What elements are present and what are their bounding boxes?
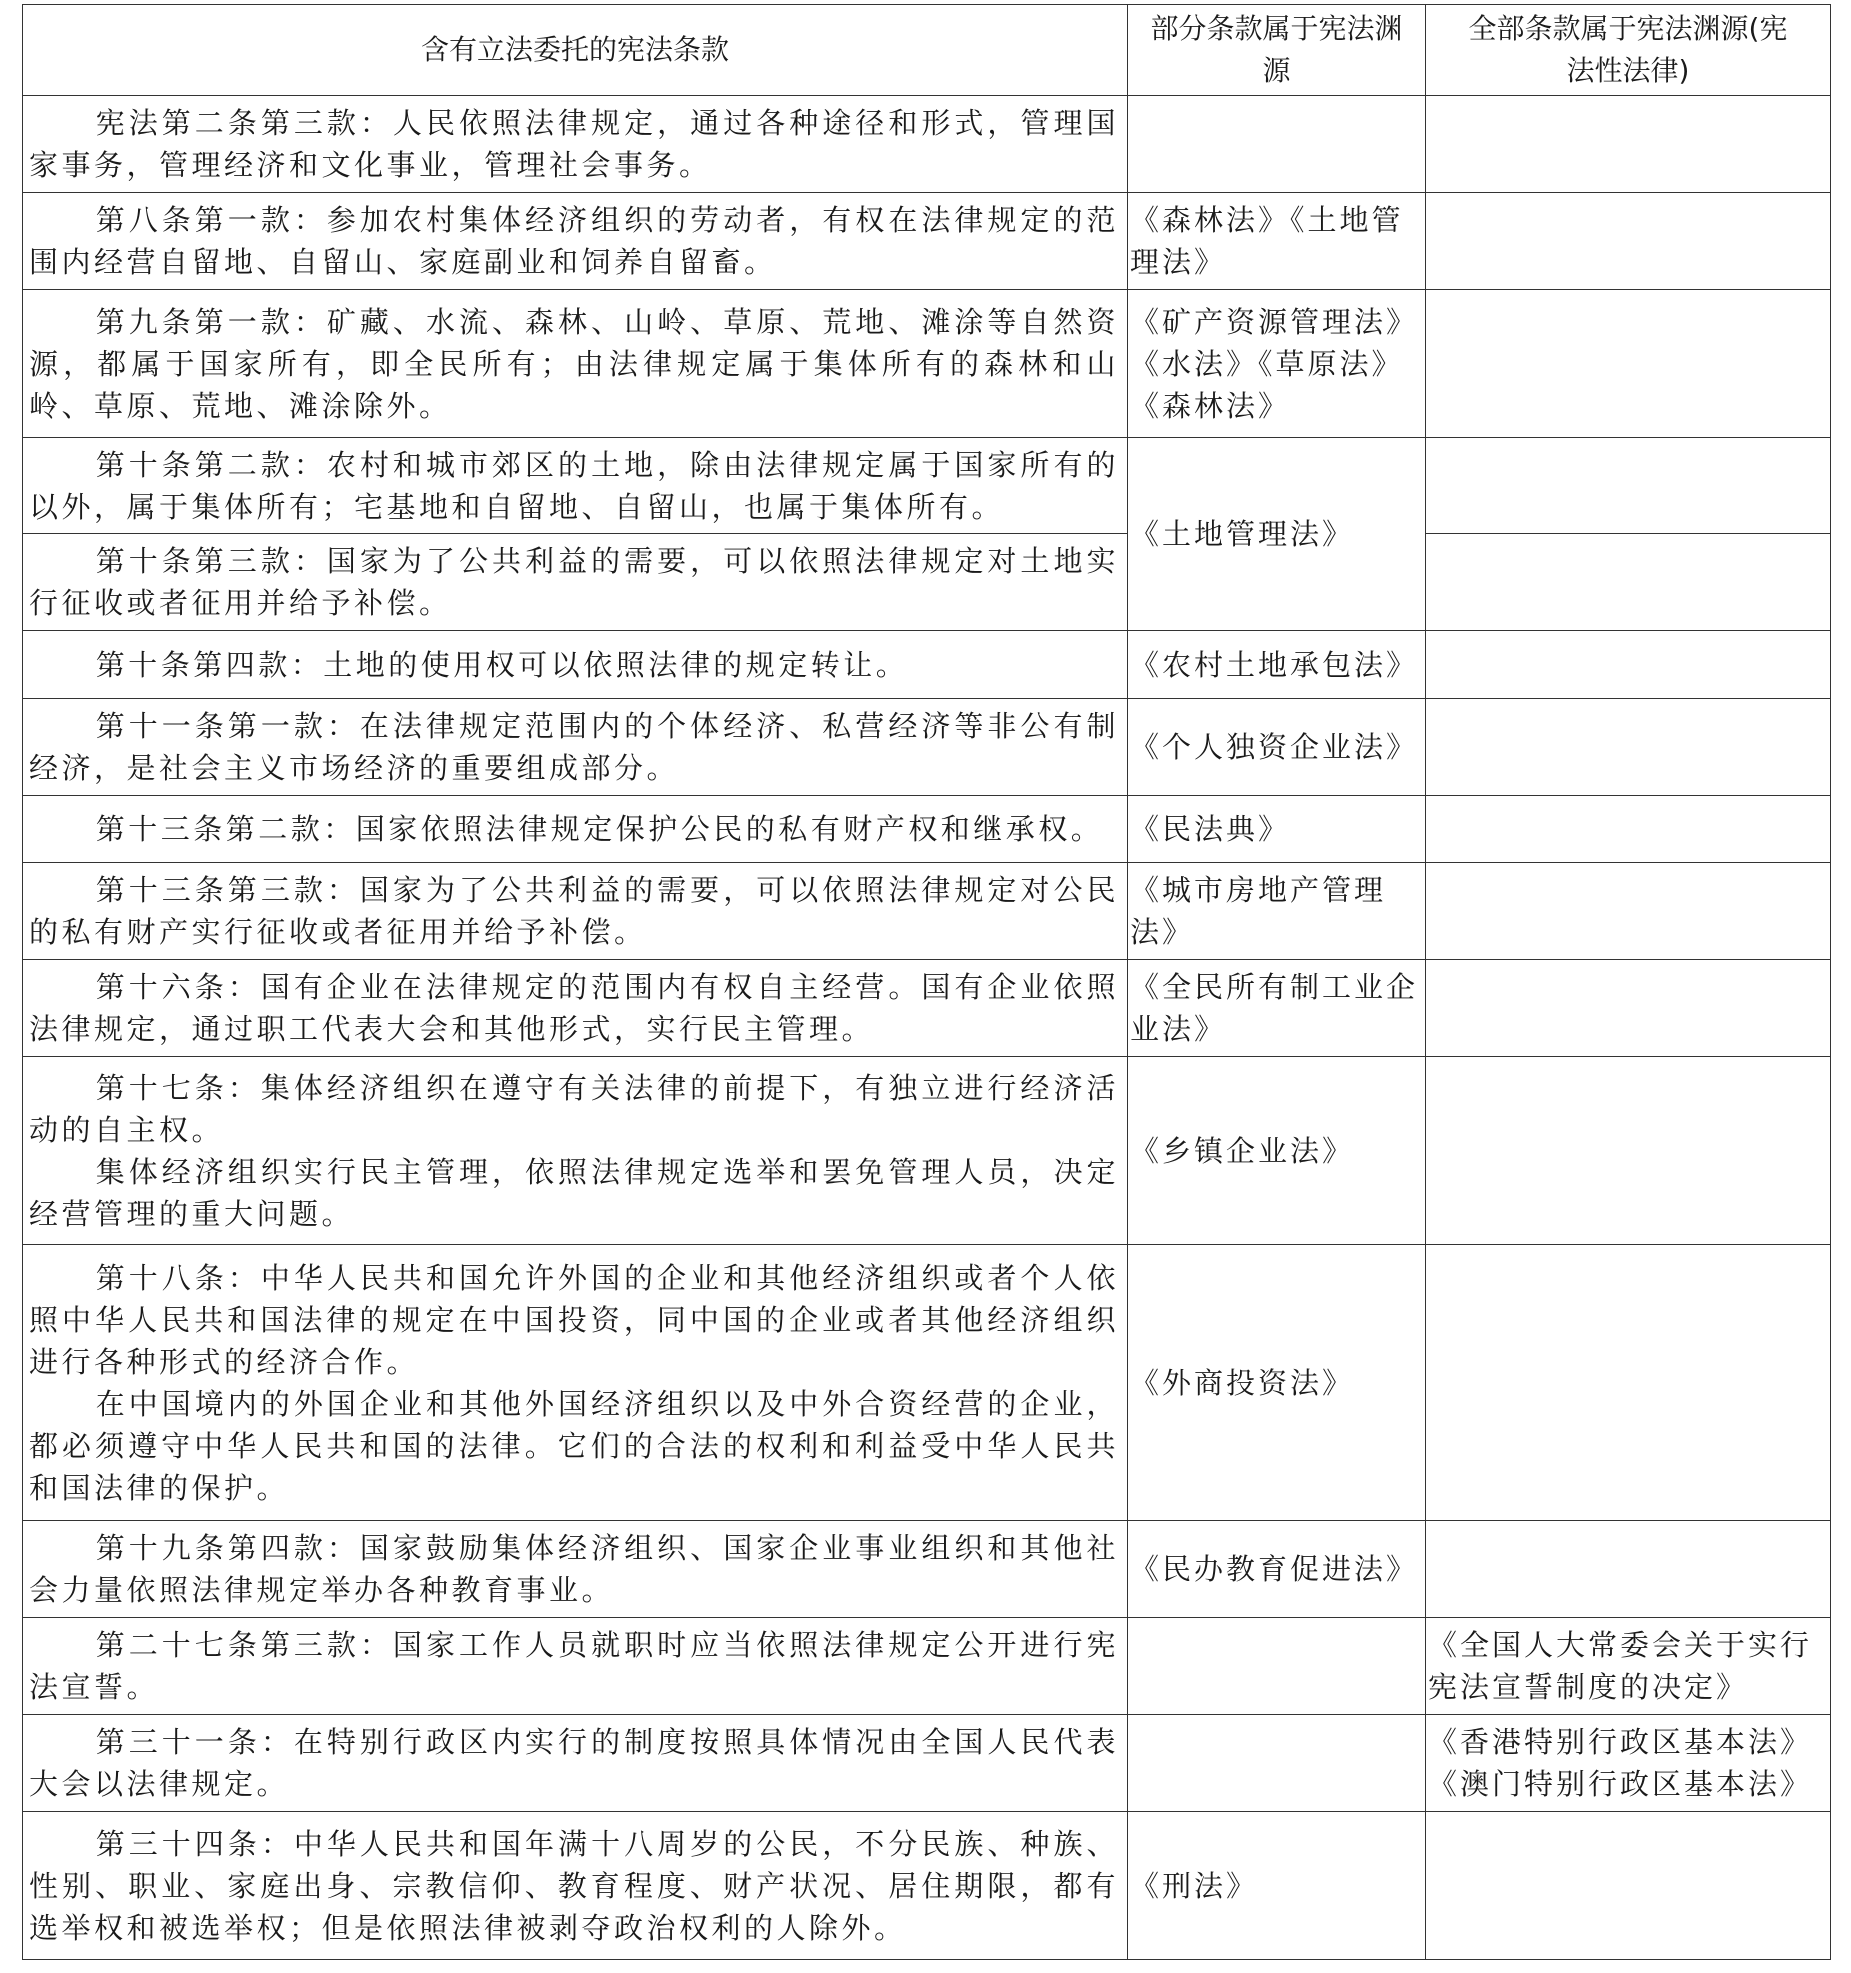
full-source-cell bbox=[1426, 960, 1831, 1057]
table-row bbox=[23, 290, 1831, 438]
clause-text: 第十条第三款：国家为了公共利益的需要，可以依照法律规定对土地实行征收或者征用并给予补偿。 bbox=[29, 544, 1119, 620]
constitution-clause-table bbox=[22, 4, 1831, 1960]
clause-cell bbox=[23, 1715, 1128, 1812]
full-source-cell bbox=[1426, 699, 1831, 796]
table-row bbox=[23, 1715, 1831, 1812]
clause-cell bbox=[23, 1057, 1128, 1245]
table-row bbox=[23, 534, 1831, 631]
partial-source-cell: 《土地管理法》 bbox=[1128, 438, 1426, 631]
clause-cell bbox=[23, 863, 1128, 960]
partial-source-cell: 《矿产资源管理法》《水法》《草原法》《森林法》 bbox=[1128, 290, 1426, 438]
clause-text: 第十三条第二款：国家依照法律规定保护公民的私有财产权和继承权。 bbox=[95, 812, 1104, 846]
table-row bbox=[23, 1057, 1831, 1245]
table-header-row bbox=[23, 5, 1831, 96]
table-row bbox=[23, 960, 1831, 1057]
clause-text: 集体经济组织实行民主管理，依照法律规定选举和罢免管理人员，决定经营管理的重大问题。 bbox=[29, 1154, 1119, 1231]
partial-source-cell: 《刑法》 bbox=[1128, 1812, 1426, 1960]
table-row bbox=[23, 1618, 1831, 1715]
clause-text: 第三十一条：在特别行政区内实行的制度按照具体情况由全国人民代表大会以法律规定。 bbox=[29, 1725, 1119, 1801]
table-row bbox=[23, 699, 1831, 796]
clause-text: 第十一条第一款：在法律规定范围内的个体经济、私营经济等非公有制经济，是社会主义市场经济的重要组成部分。 bbox=[29, 709, 1119, 785]
clause-cell bbox=[23, 193, 1128, 290]
full-source-cell: 《全国人大常委会关于实行宪法宣誓制度的决定》 bbox=[1426, 1618, 1831, 1715]
clause-cell bbox=[23, 534, 1128, 631]
clause-cell bbox=[23, 960, 1128, 1057]
full-source-cell bbox=[1426, 1057, 1831, 1245]
table-row bbox=[23, 631, 1831, 699]
clause-cell bbox=[23, 438, 1128, 534]
partial-source-cell: 《城市房地产管理法》 bbox=[1128, 863, 1426, 960]
partial-source-cell: 《农村土地承包法》 bbox=[1128, 631, 1426, 699]
clause-cell bbox=[23, 1245, 1128, 1521]
header-partial-source-label: 部分条款属于宪法渊源 bbox=[1150, 12, 1403, 87]
table-row bbox=[23, 1812, 1831, 1960]
partial-source-cell: 《全民所有制工业企业法》 bbox=[1128, 960, 1426, 1057]
partial-source-cell: 《外商投资法》 bbox=[1128, 1245, 1426, 1521]
partial-source-cell: 《森林法》《土地管理法》 bbox=[1128, 193, 1426, 290]
clause-text: 宪法第二条第三款：人民依照法律规定，通过各种途径和形式，管理国家事务，管理经济和文化事业，管理社会事务。 bbox=[29, 106, 1119, 182]
full-source-cell bbox=[1426, 1245, 1831, 1521]
full-source-cell bbox=[1426, 193, 1831, 290]
partial-source-cell: 《个人独资企业法》 bbox=[1128, 699, 1426, 796]
clause-cell bbox=[23, 1812, 1128, 1960]
clause-text: 第八条第一款：参加农村集体经济组织的劳动者，有权在法律规定的范围内经营自留地、自留山、家庭副业和饲养自留畜。 bbox=[29, 203, 1119, 279]
partial-source-cell: 《民办教育促进法》 bbox=[1128, 1521, 1426, 1618]
full-source-cell bbox=[1426, 290, 1831, 438]
partial-source-cell bbox=[1128, 1715, 1426, 1812]
header-clauses: 含有立法委托的宪法条款 bbox=[23, 5, 1128, 96]
clause-text: 第十六条：国有企业在法律规定的范围内有权自主经营。国有企业依照法律规定，通过职工代表大会和其他形式，实行民主管理。 bbox=[29, 970, 1119, 1046]
clause-cell bbox=[23, 699, 1128, 796]
full-source-cell bbox=[1426, 1812, 1831, 1960]
table-row bbox=[23, 1521, 1831, 1618]
clause-text: 在中国境内的外国企业和其他外国经济组织以及中外合资经营的企业，都必须遵守中华人民共和国的法律。它们的合法的权利和利益受中华人民共和国法律的保护。 bbox=[29, 1386, 1119, 1505]
header-full-source bbox=[1426, 5, 1831, 96]
clause-text: 第十条第二款：农村和城市郊区的土地，除由法律规定属于国家所有的以外，属于集体所有；宅基地和自留地、自留山，也属于集体所有。 bbox=[29, 447, 1119, 524]
clause-cell bbox=[23, 290, 1128, 438]
clause-text: 第十三条第三款：国家为了公共利益的需要，可以依照法律规定对公民的私有财产实行征收或者征用并给予补偿。 bbox=[29, 873, 1119, 949]
clause-text: 第十九条第四款：国家鼓励集体经济组织、国家企业事业组织和其他社会力量依照法律规定举办各种教育事业。 bbox=[29, 1531, 1119, 1607]
partial-source-cell bbox=[1128, 1618, 1426, 1715]
full-source-cell bbox=[1426, 1521, 1831, 1618]
clause-text: 第二十七条第三款：国家工作人员就职时应当依照法律规定公开进行宪法宣誓。 bbox=[29, 1628, 1119, 1704]
table-row bbox=[23, 193, 1831, 290]
full-source-cell bbox=[1426, 534, 1831, 631]
table-row bbox=[23, 1245, 1831, 1521]
table-row bbox=[23, 863, 1831, 960]
clause-text: 第九条第一款：矿藏、水流、森林、山岭、草原、荒地、滩涂等自然资源，都属于国家所有，即全民所有；由法律规定属于集体所有的森林和山岭、草原、荒地、滩涂除外。 bbox=[29, 304, 1119, 423]
clause-cell bbox=[23, 631, 1128, 699]
table-row bbox=[23, 796, 1831, 863]
clause-text: 第三十四条：中华人民共和国年满十八周岁的公民，不分民族、种族、性别、职业、家庭出身、宗教信仰、教育程度、财产状况、居住期限，都有选举权和被选举权；但是依照法律被剥夺政治权利的人除外。 bbox=[29, 1826, 1119, 1945]
table-row bbox=[23, 96, 1831, 193]
full-source-cell bbox=[1426, 796, 1831, 863]
header-partial-source bbox=[1128, 5, 1426, 96]
clause-cell bbox=[23, 796, 1128, 863]
clause-text: 第十条第四款：土地的使用权可以依照法律的规定转让。 bbox=[95, 647, 909, 682]
full-source-cell bbox=[1426, 863, 1831, 960]
full-source-cell: 《香港特别行政区基本法》《澳门特别行政区基本法》 bbox=[1426, 1715, 1831, 1812]
full-source-cell bbox=[1426, 96, 1831, 193]
clause-cell bbox=[23, 1618, 1128, 1715]
full-source-cell bbox=[1426, 438, 1831, 534]
header-full-source-label: 全部条款属于宪法渊源(宪法性法律) bbox=[1468, 12, 1788, 87]
full-source-cell bbox=[1426, 631, 1831, 699]
partial-source-cell: 《乡镇企业法》 bbox=[1128, 1057, 1426, 1245]
clause-cell bbox=[23, 96, 1128, 193]
partial-source-cell: 《民法典》 bbox=[1128, 796, 1426, 863]
clause-cell bbox=[23, 1521, 1128, 1618]
table-row bbox=[23, 438, 1831, 534]
partial-source-cell bbox=[1128, 96, 1426, 193]
clause-text: 第十七条：集体经济组织在遵守有关法律的前提下，有独立进行经济活动的自主权。 bbox=[29, 1070, 1119, 1147]
clause-text: 第十八条：中华人民共和国允许外国的企业和其他经济组织或者个人依照中华人民共和国法律的规定在中国投资，同中国的企业或者其他经济组织进行各种形式的经济合作。 bbox=[29, 1260, 1119, 1379]
